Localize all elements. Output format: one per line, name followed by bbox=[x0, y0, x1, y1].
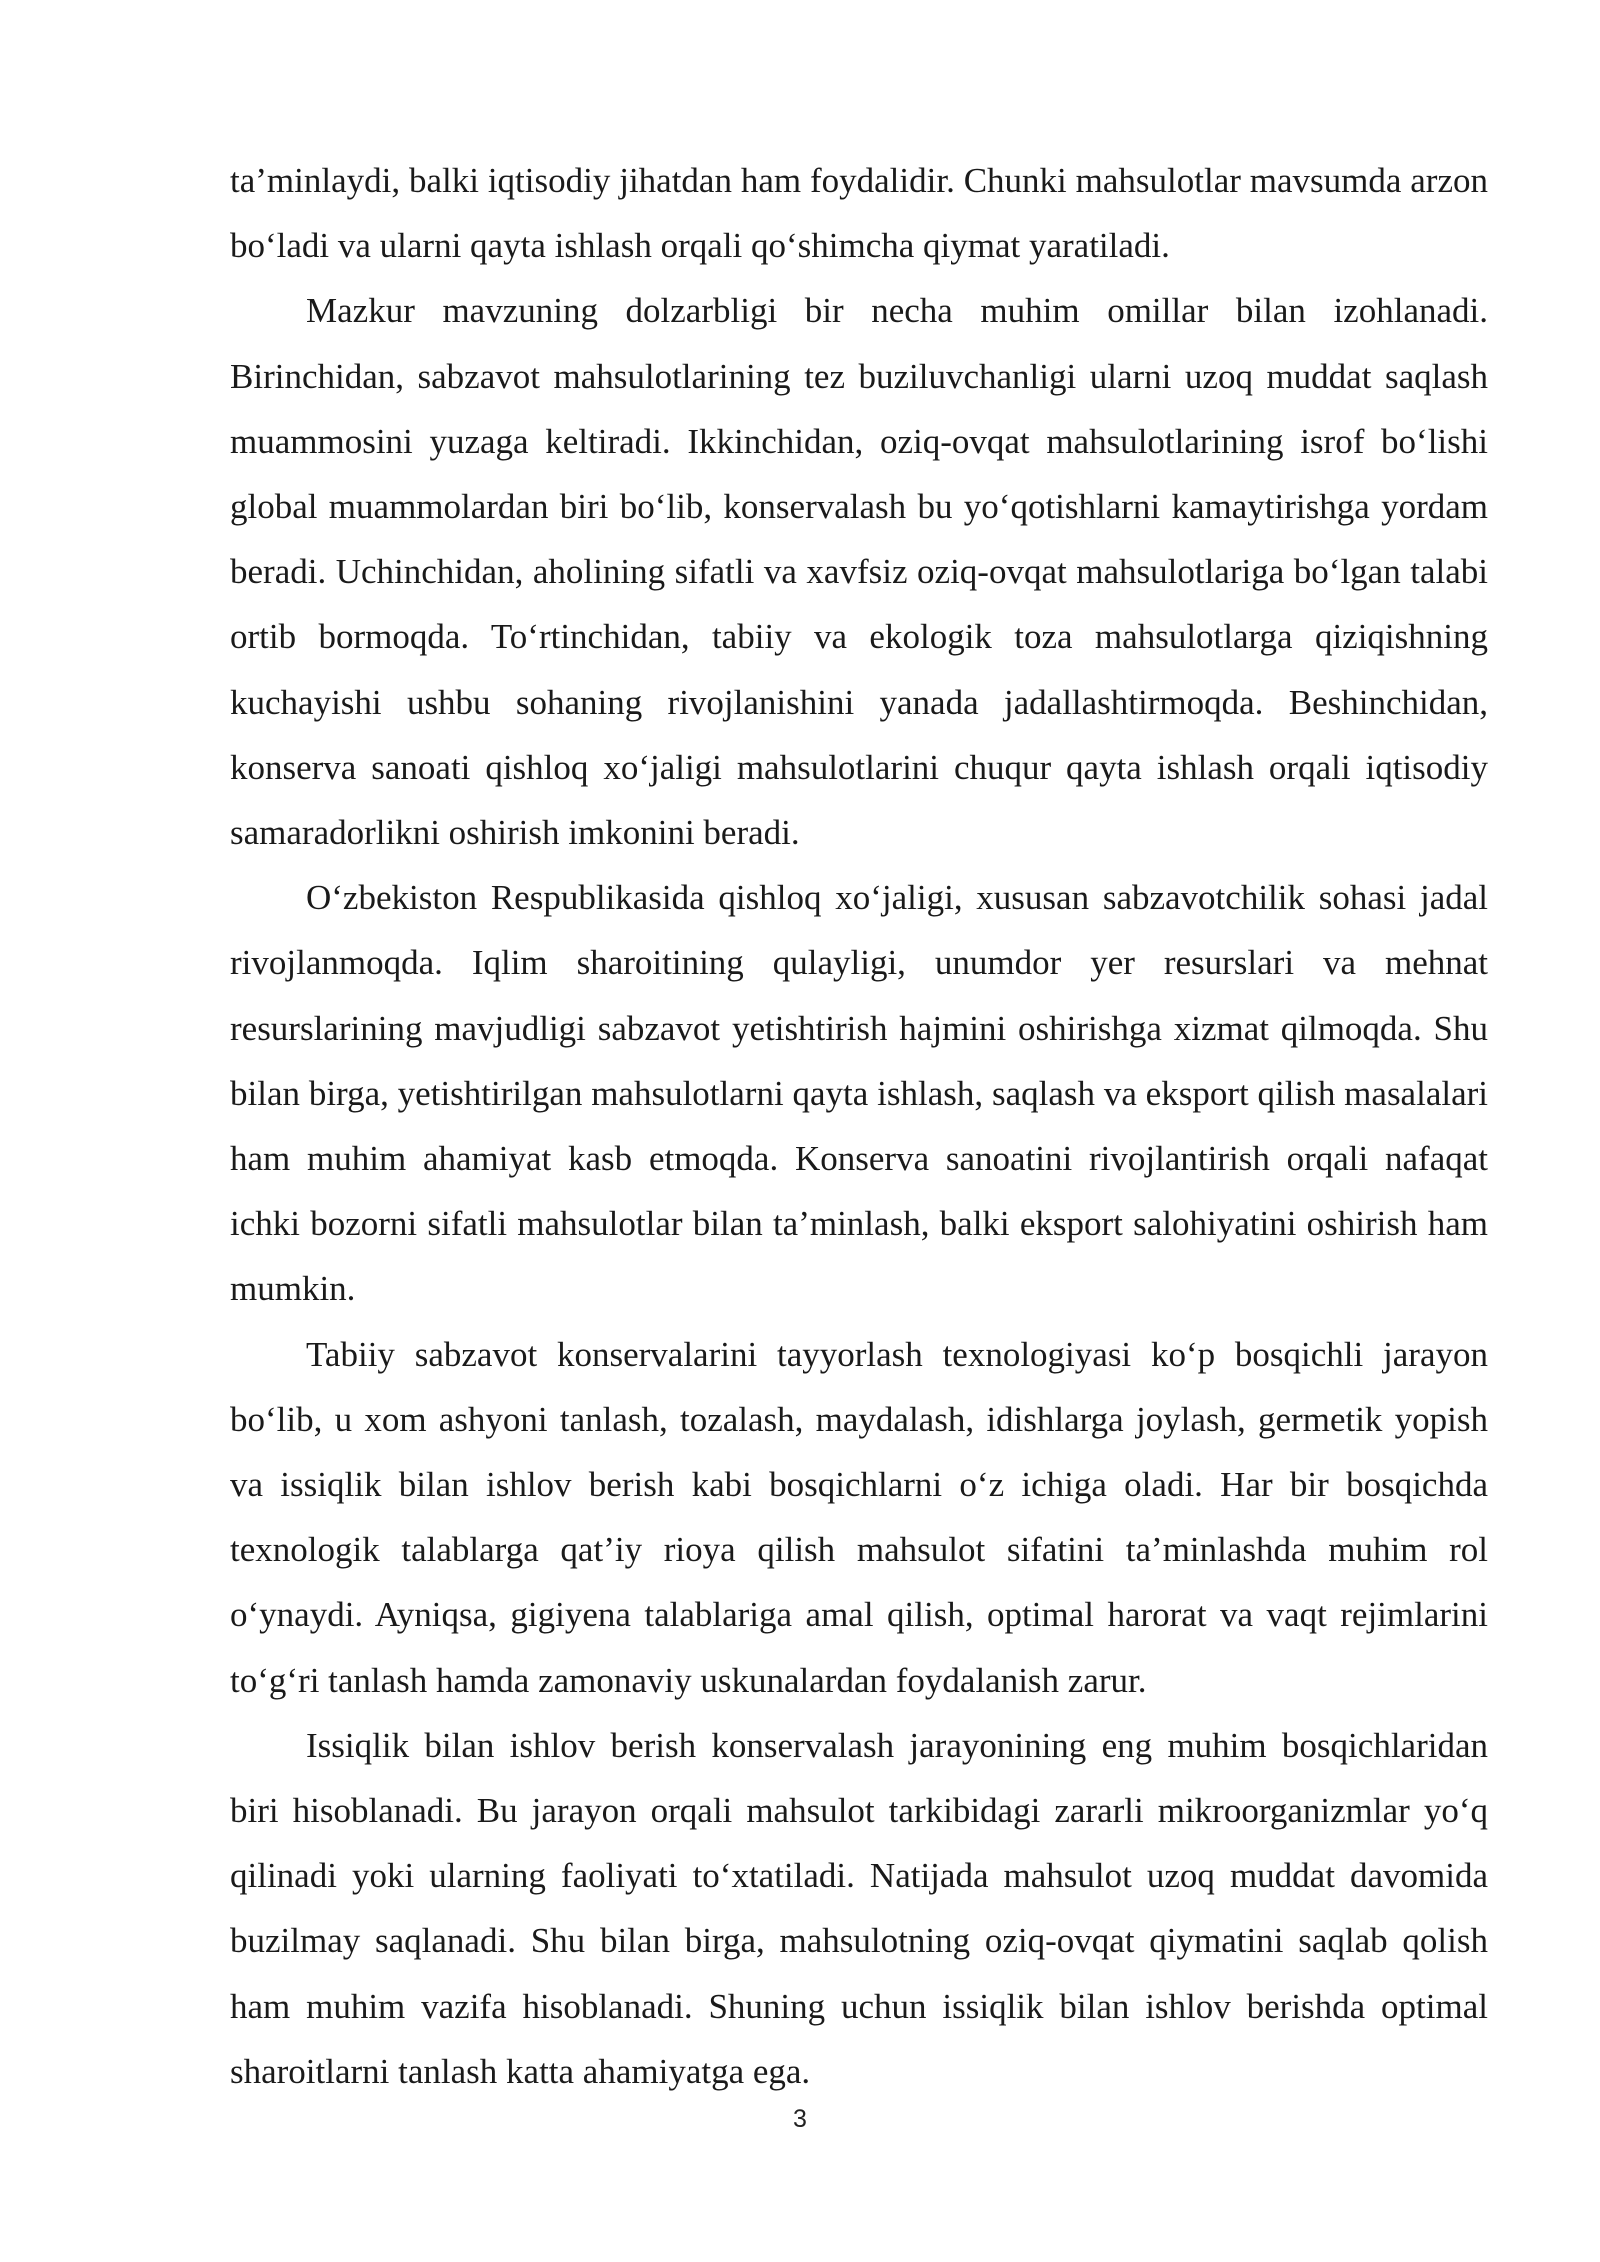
page-number: 3 bbox=[793, 2105, 807, 2133]
paragraph-relevance: Mazkur mavzuning dolzarbligi bir necha muhim omillar bilan izohlanadi. Birinchidan, sabzavot mahsulotlarining tez buziluvchanligi ularni uzoq muddat saqlash muammosini yuzaga keltiradi. Ikkinchidan, oziq-ovqat mahsulotlarining isrof bo‘lishi global muammolardan biri bo‘lib, konservalash bu yo‘qotishlarni kamaytirishga yordam beradi. Uchinchidan, aholining sifatli va xavfsiz oziq-ovqat mahsulotlariga bo‘lgan talabi ortib bormoqda. To‘rtinchidan, tabiiy va ekologik toza mahsulotlarga qiziqishning kuchayishi ushbu sohaning rivojlanishini yanada jadallashtirmoqda. Beshinchidan, konserva sanoati qishloq xo‘jaligi mahsulotlarini chuqur qayta ishlash orqali iqtisodiy samaradorlikni oshirish imkonini beradi. bbox=[230, 291, 1488, 853]
paragraph-continuation: ta’minlaydi, balki iqtisodiy jihatdan ham foydalidir. Chunki mahsulotlar mavsumda arzon bo‘ladi va ularni qayta ishlash orqali qo‘shimcha qiymat yaratiladi. bbox=[230, 161, 1488, 266]
paragraph-heat-treatment: Issiqlik bilan ishlov berish konservalash jarayonining eng muhim bosqichlaridan biri hisoblanadi. Bu jarayon orqali mahsulot tarkibidagi zararli mikroorganizmlar yo‘q qilinadi yoki ularning faoliyati to‘xtatiladi. Natijada mahsulot uzoq muddat davomida buzilmay saqlanadi. Shu bilan birga, mahsulotning oziq-ovqat qiymatini saqlab qolish ham muhim vazifa hisoblanadi. Shuning uchun issiqlik bilan ishlov berishda optimal sharoitlarni tanlash katta ahamiyatga ega. bbox=[230, 1725, 1488, 2091]
paragraph-uzbekistan-agriculture: O‘zbekiston Respublikasida qishloq xo‘jaligi, xususan sabzavotchilik sohasi jadal rivojlanmoqda. Iqlim sharoitining qulayligi, unumdor yer resurslari va mehnat resurslarining mavjudligi sabzavot yetishtirish hajmini oshirishga xizmat qilmoqda. Shu bilan birga, yetishtirilgan mahsulotlarni qayta ishlash, saqlash va eksport qilish masalalari ham muhim ahamiyat kasb etmoqda. Konserva sanoatini rivojlantirish orqali nafaqat ichki bozorni sifatli mahsulotlar bilan ta’minlash, balki eksport salohiyatini oshirish ham mumkin. bbox=[230, 878, 1488, 1309]
paragraph-technology: Tabiiy sabzavot konservalarini tayyorlash texnologiyasi ko‘p bosqichli jarayon bo‘lib, u xom ashyoni tanlash, tozalash, maydalash, idishlarga joylash, germetik yopish va issiqlik bilan ishlov berish kabi bosqichlarni o‘z ichiga oladi. Har bir bosqichda texnologik talablarga qat’iy rioya qilish mahsulot sifatini ta’minlashda muhim rol o‘ynaydi. Ayniqsa, gigiyena talablariga amal qilish, optimal harorat va vaqt rejimlarini to‘g‘ri tanlash hamda zamonaviy uskunalardan foydalanish zarur. bbox=[230, 1334, 1488, 1700]
body-text bbox=[230, 148, 1488, 2104]
